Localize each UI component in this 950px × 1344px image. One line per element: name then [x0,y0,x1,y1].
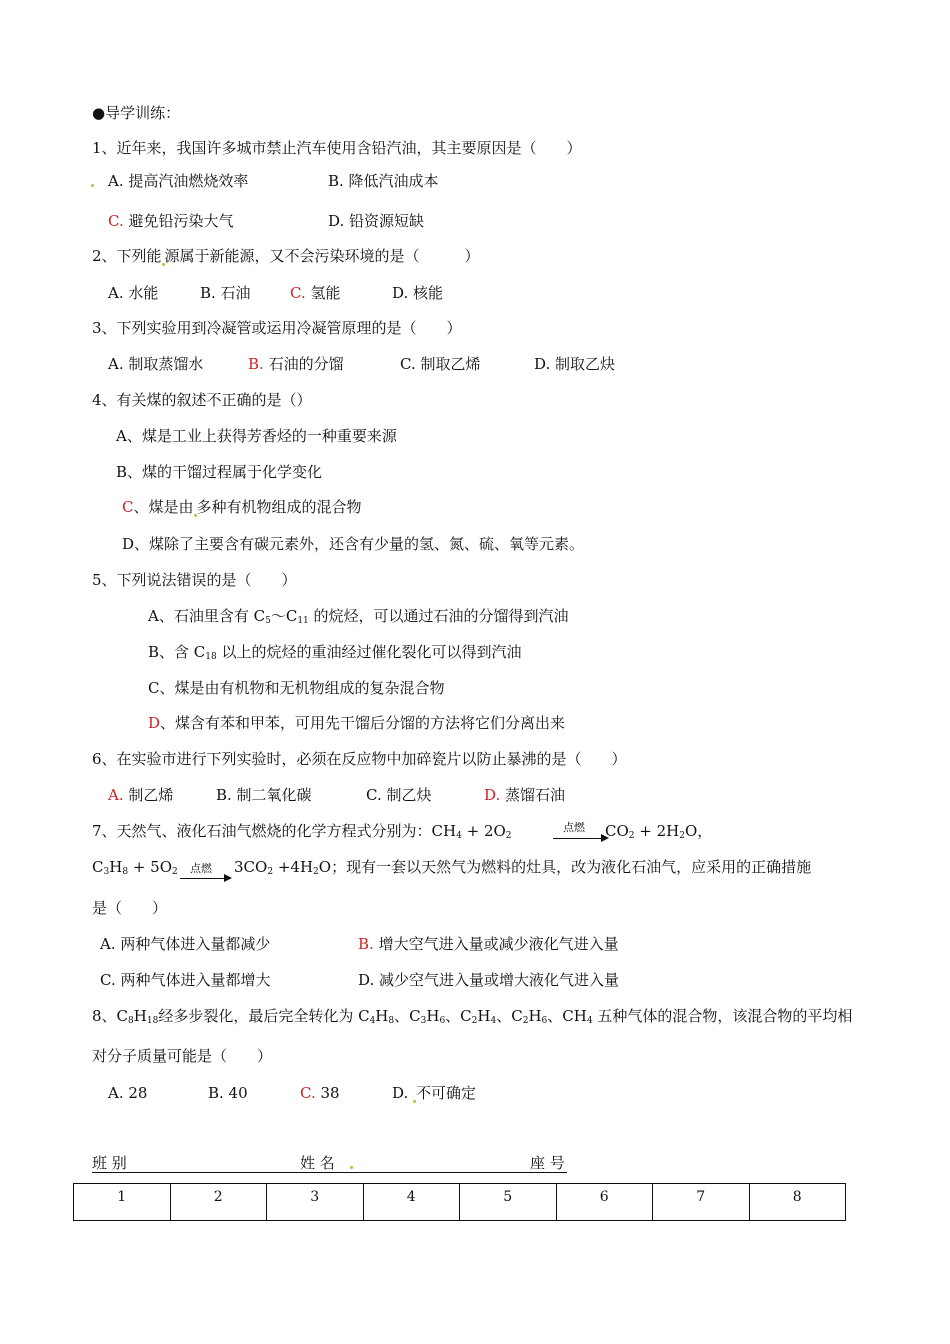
q3-option-c: C. 制取乙烯 [400,355,481,373]
q1-answer-letter: C. [108,212,124,230]
q8-stem-line2: 对分子质量可能是（ ） [92,1047,273,1065]
answer-cell-4[interactable]: 4 [363,1184,460,1221]
q3-option-a: A. 制取蒸馏水 [108,355,204,373]
q5-answer-letter: D [148,714,161,732]
q5-stem: 5、下列说法错误的是（ ） [92,571,297,589]
class-underline [92,1172,567,1173]
q7-stem-line1: 7、天然气、液化石油气燃烧的化学方程式分别为：$CH_4 + 2O_2$ [92,822,512,841]
q6-option-c: C. 制乙炔 [366,786,432,804]
q7-equation2-products: $3CO_2 +4H_2O$；现有一套以天然气为燃料的灶具，改为液化石油气，应采用的正确措施 [234,858,812,877]
q8-stem-line1: 8、$C_8H_{18}$经多步裂化，最后完全转化为 $C_4H_8$、$C_3H_6$、$C_2H_4$、$C_2H_6$、$CH_4$ 五种气体的混合物，该混合物的平均相 [92,1007,853,1026]
answer-cell-8[interactable]: 8 [749,1184,846,1221]
q6-option-a: A. 制乙烯 [108,786,174,804]
q4-stem: 4、有关煤的叙述不正确的是（） [92,391,312,409]
name-label: 姓 名 [300,1154,335,1172]
q1-option-c: C. 避免铅污染大气 [108,212,234,230]
q2-option-c: C. 氢能 [290,284,341,302]
q1-stem: 1、近年来，我国许多城市禁止汽车使用含铅汽油，其主要原因是（ ） [92,139,582,157]
q6-option-b: B. 制二氧化碳 [216,786,312,804]
q6-option-d: D. 蒸馏石油 [484,786,566,804]
q4-option-a: A、煤是工业上获得芳香烃的一种重要来源 [116,427,397,445]
stray-dot [350,1166,353,1169]
answer-grid [73,1183,846,1221]
class-label: 班 别 [92,1154,127,1172]
section-header: ●导学训练： [92,104,181,122]
q5-option-a: A、石油里含有 $C_5\sim C_{11}$ 的烷烃，可以通过石油的分馏得到汽油 [148,607,569,626]
q2-option-b: B. 石油 [200,284,251,302]
q3-stem: 3、下列实验用到冷凝管或运用冷凝管原理的是（ ） [92,319,462,337]
q3-option-b: B. 石油的分馏 [248,355,344,373]
seat-label: 座 号 [530,1154,565,1172]
q8-option-d: D. 不可确定 [392,1084,477,1102]
q5-option-c: C、煤是由有机物和无机物组成的复杂混合物 [148,679,445,697]
q2-answer-letter: C. [290,284,306,302]
q1-option-b: B. 降低汽油成本 [328,172,439,190]
q7-option-c: C. 两种气体进入量都增大 [100,971,271,989]
answer-cell-6[interactable]: 6 [556,1184,653,1221]
stray-dot [91,184,94,187]
answer-cell-1[interactable]: 1 [74,1184,171,1221]
q3-option-d: D. 制取乙炔 [534,355,616,373]
q4-option-b: B、煤的干馏过程属于化学变化 [116,463,323,481]
reaction-condition-1: 点燃 [563,821,585,834]
q7-stem-line3: 是（ ） [92,899,168,917]
answer-cell-5[interactable]: 5 [460,1184,557,1221]
q7-option-d: D. 减少空气进入量或增大液化气进入量 [358,971,620,989]
q4-option-c: C、煤是由 多种有机物组成的混合物 [122,498,362,516]
q7-equation1-products: $CO_2 + 2H_2O$， [605,822,713,841]
q7-answer-letter: B. [358,935,374,953]
q5-option-d: D、煤含有苯和甲苯，可用先干馏后分馏的方法将它们分离出来 [148,714,566,732]
q2-option-d: D. 核能 [392,284,444,302]
q8-option-a: A. 28 [108,1084,148,1102]
q7-equation2-reactants: $C_3H_8 + 5O_2$ [92,858,178,877]
q6-answer-letter-d: D. [484,786,501,804]
q7-option-b: B. 增大空气进入量或减少液化气进入量 [358,935,619,953]
q5-option-b: B、含 $C_{18}$ 以上的烷烃的重油经过催化裂化可以得到汽油 [148,643,522,662]
answer-cell-3[interactable]: 3 [267,1184,364,1221]
q4-option-d: D、煤除了主要含有碳元素外，还含有少量的氢、氮、硫、氧等元素。 [122,535,585,553]
q2-option-a: A. 水能 [108,284,159,302]
q2-stem: 2、下列能 源属于新能源，又不会污染环境的是（ ） [92,247,480,265]
answer-grid-row [74,1184,846,1221]
q6-answer-letter-a: A. [108,786,124,804]
reaction-condition-2: 点燃 [190,862,212,875]
q1-option-a: A. 提高汽油燃烧效率 [108,172,249,190]
q7-option-a: A. 两种气体进入量都减少 [100,935,271,953]
answer-cell-2[interactable]: 2 [170,1184,267,1221]
q8-answer-letter: C. [300,1084,316,1102]
q6-stem: 6、在实验市进行下列实验时，必须在反应物中加碎瓷片以防止暴沸的是（ ） [92,750,627,768]
q4-answer-letter: C [122,498,134,516]
q8-option-b: B. 40 [208,1084,248,1102]
q1-option-d: D. 铅资源短缺 [328,212,425,230]
q3-answer-letter: B. [248,355,264,373]
answer-cell-7[interactable]: 7 [653,1184,750,1221]
q8-option-c: C. 38 [300,1084,340,1102]
